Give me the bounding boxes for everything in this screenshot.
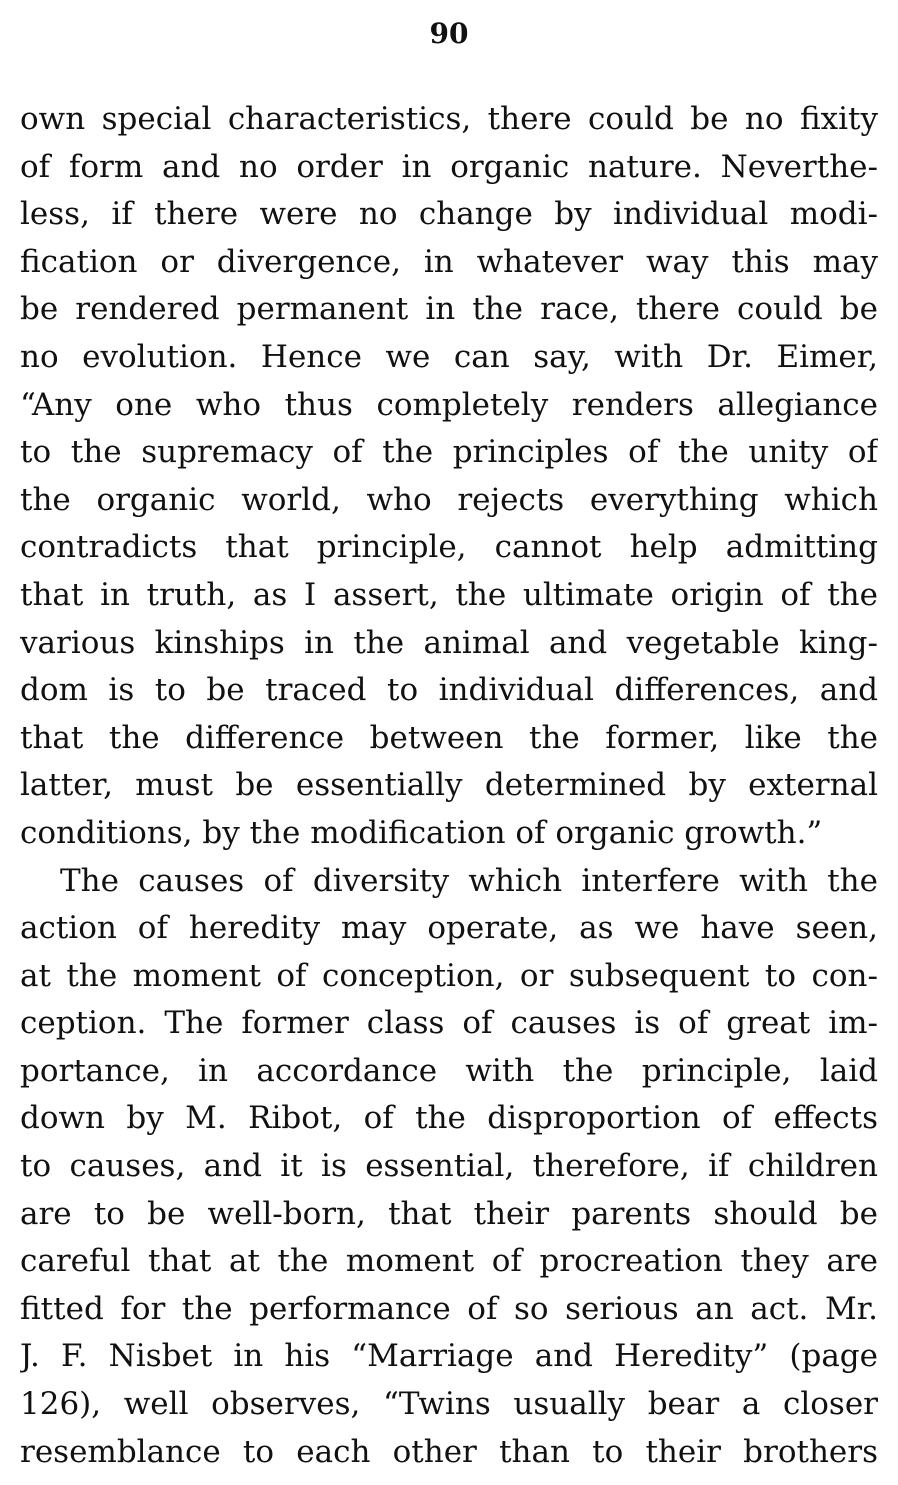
- text-line: resemblance to each other than to their brothers: [20, 1433, 878, 1470]
- text-line: that in truth, as I assert, the ultimate origin of the: [20, 576, 878, 613]
- text-line: at the moment of conception, or subsequent to con-: [20, 957, 878, 994]
- text-line: contradicts that principle, cannot help admitting: [20, 529, 878, 566]
- text-line: the organic world, who rejects everything which: [20, 481, 878, 518]
- text-line: less, if there were no change by individual modi-: [20, 196, 878, 233]
- text-line: action of heredity may operate, as we have seen,: [20, 910, 878, 947]
- body-text: [20, 96, 878, 1476]
- text-line: portance, in accordance with the principle, laid: [20, 1052, 878, 1089]
- text-line: own special characteristics, there could be no fixity: [20, 101, 878, 137]
- text-line: are to be well-born, that their parents should be: [20, 1195, 878, 1232]
- text-line: dom is to be traced to individual differences, and: [20, 672, 878, 709]
- text-line: ception. The former class of causes is of great im-: [20, 1005, 878, 1042]
- text-line: that the difference between the former, like the: [20, 719, 878, 756]
- text-line: conditions, by the modification of organic growth.”: [20, 814, 823, 851]
- text-line: no evolution. Hence we can say, with Dr. Eimer,: [20, 338, 878, 375]
- text-line: of form and no order in organic nature. Neverthe-: [20, 148, 878, 185]
- text-line: “Any one who thus completely renders allegiance: [20, 386, 878, 423]
- text-line: latter, must be essentially determined by external: [20, 767, 878, 804]
- paragraph-start-line: The causes of diversity which interfere with the: [60, 862, 878, 899]
- text-line: careful that at the moment of procreation they are: [20, 1243, 878, 1280]
- text-line: 126), well observes, “Twins usually bear a closer: [20, 1386, 878, 1423]
- text-line: fication or divergence, in whatever way this may: [20, 243, 878, 280]
- text-line: to the supremacy of the principles of the unity of: [20, 434, 878, 471]
- text-line: be rendered permanent in the race, there could be: [20, 291, 878, 328]
- text-line: down by M. Ribot, of the disproportion of effects: [20, 1100, 878, 1137]
- text-line: fitted for the performance of so serious an act. Mr.: [20, 1290, 878, 1327]
- text-line: to causes, and it is essential, therefore, if children: [20, 1148, 878, 1185]
- text-line: J. F. Nisbet in his “Marriage and Heredity” (page: [20, 1338, 878, 1375]
- page-number: 90: [429, 17, 469, 50]
- text-line: various kinships in the animal and vegetable king-: [20, 624, 878, 661]
